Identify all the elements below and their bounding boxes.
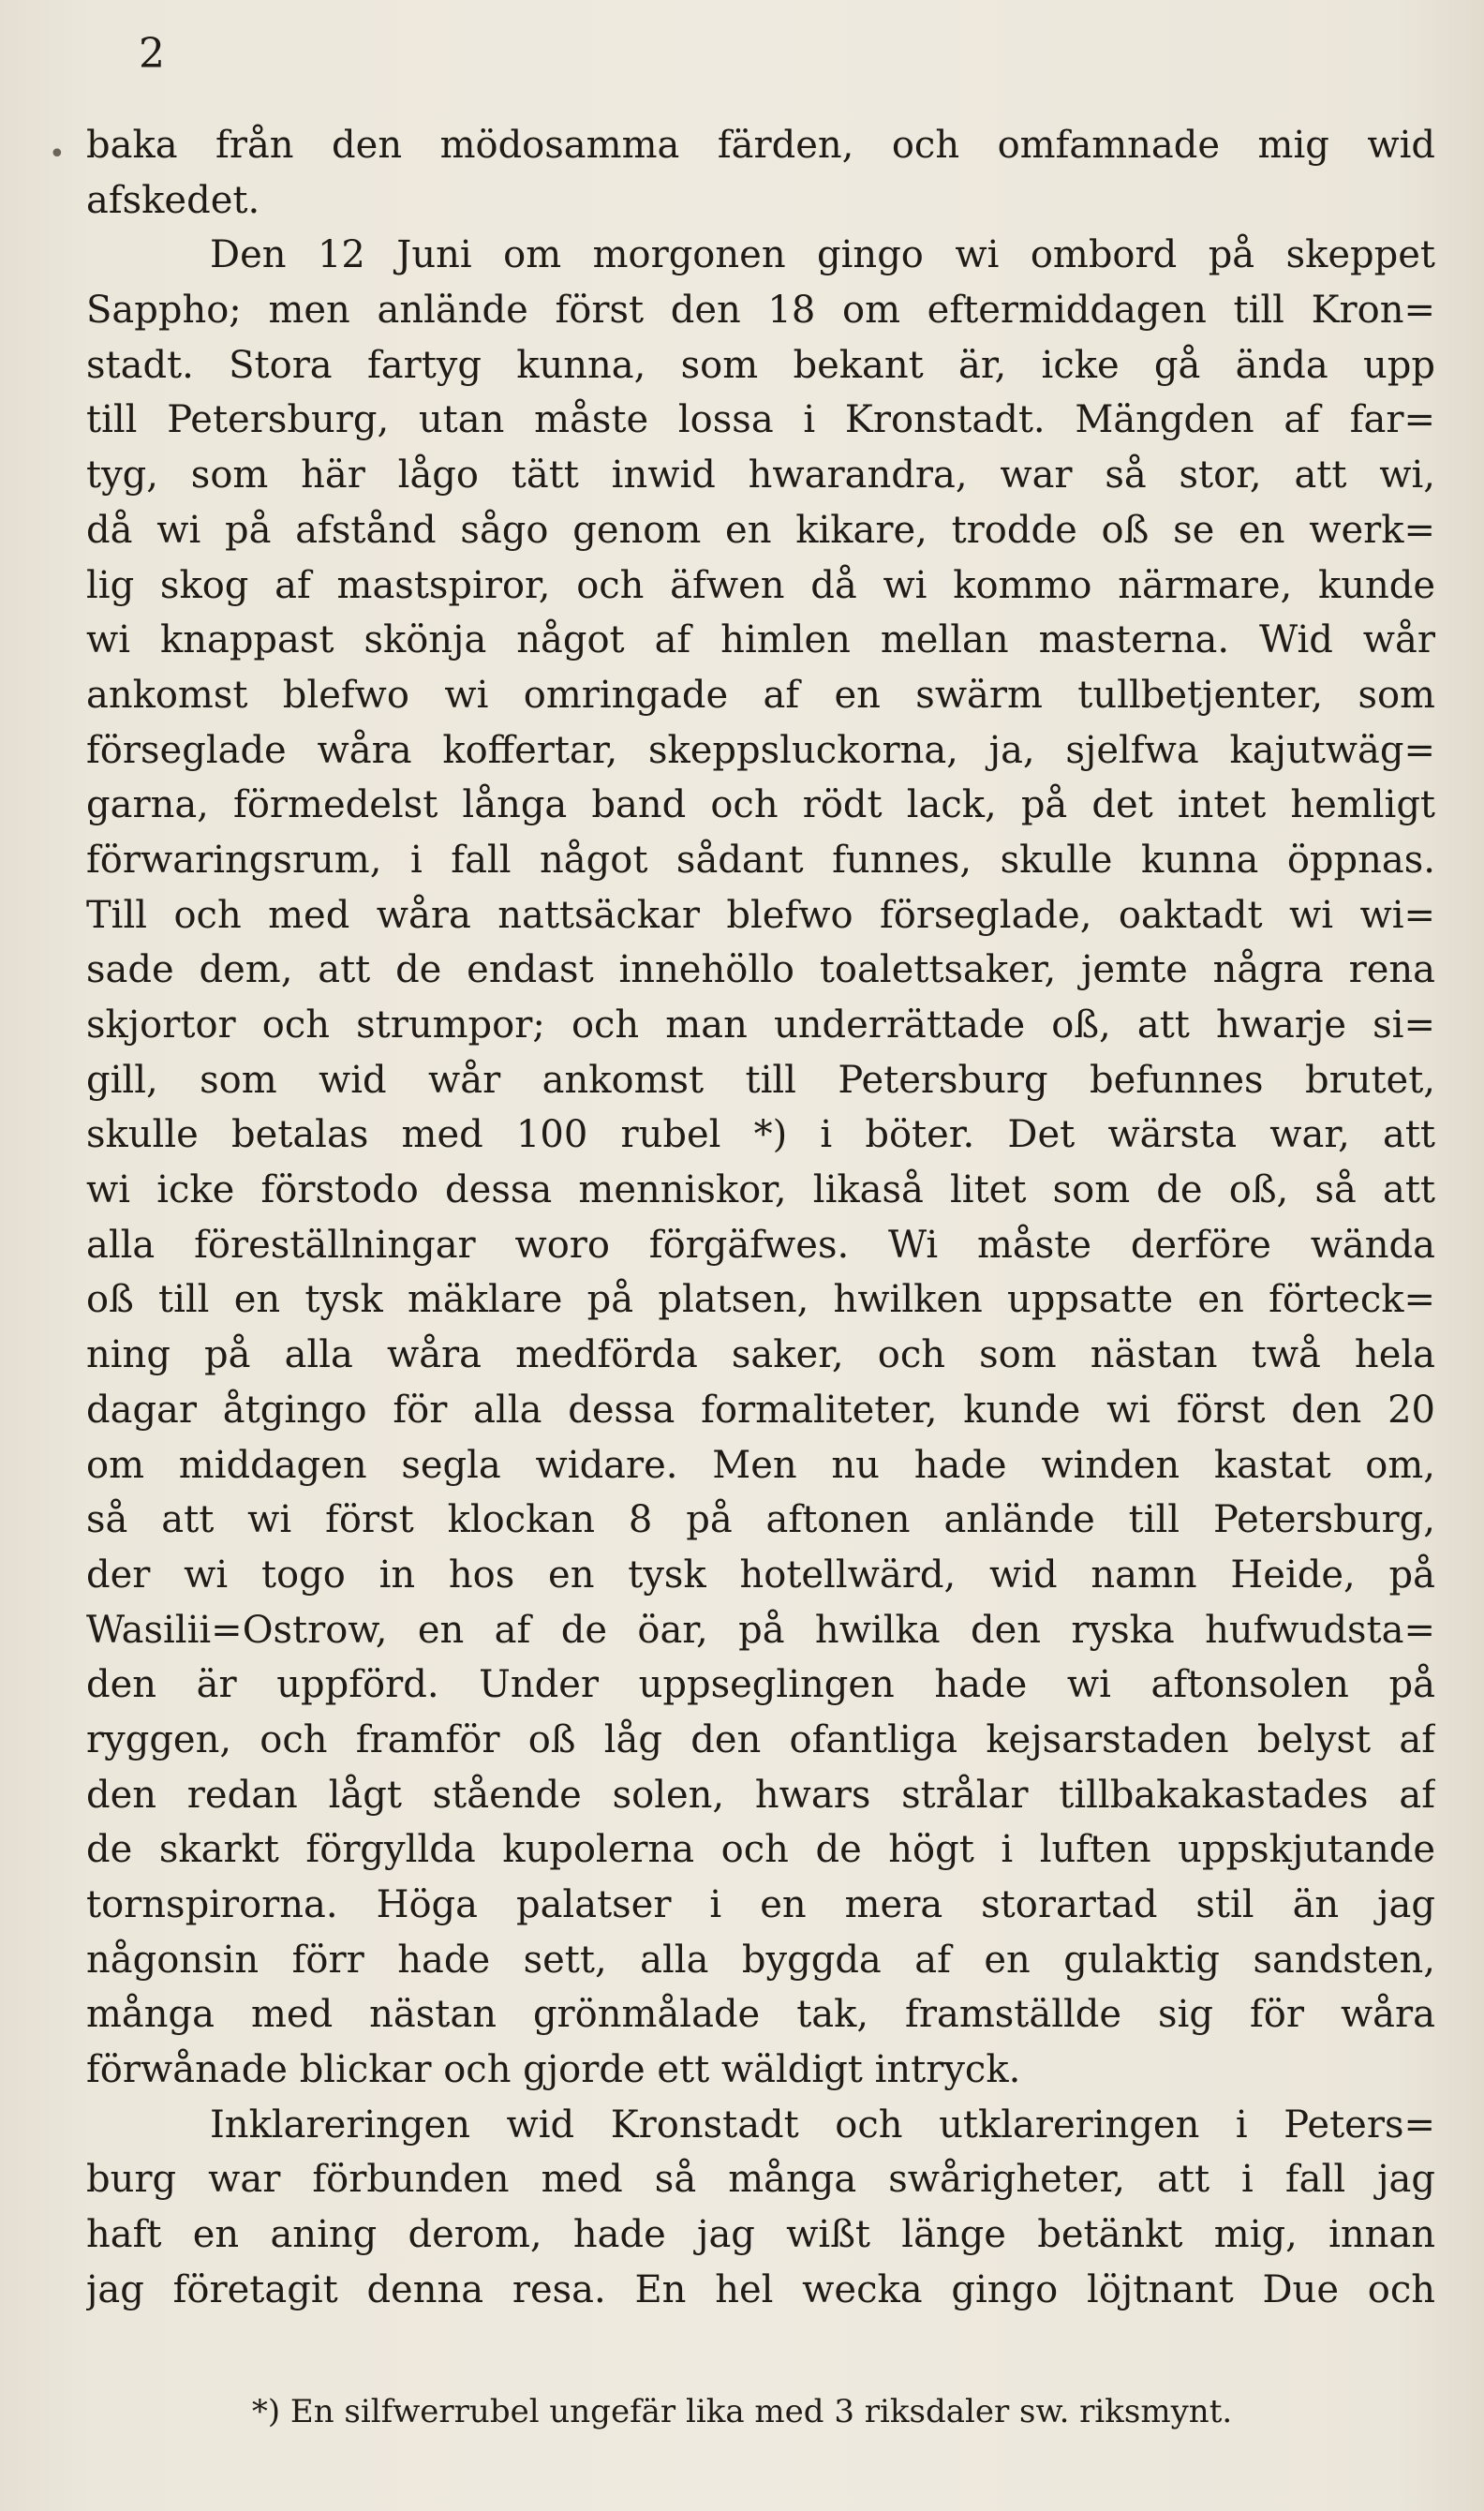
footnote: *) En silfwerrubel ungefär lika med 3 riksdaler sw. riksmynt.	[251, 2393, 1233, 2430]
text-line: Sappho; men anlände först den 18 om eftermiddagen till Kron=	[86, 289, 1435, 333]
text-line: förwaringsrum, i fall något sådant funnes, skulle kunna öppnas.	[86, 838, 1435, 882]
text-line: den är uppförd. Under uppseglingen hade wi aftonsolen på	[86, 1663, 1435, 1707]
text-line: Den 12 Juni om morgonen gingo wi ombord på skeppet	[210, 233, 1435, 277]
text-line: många med nästan grönmålade tak, framställde sig för wåra	[86, 1993, 1435, 2037]
text-line: haft en aning derom, hade jag wißt länge betänkt mig, innan	[86, 2213, 1435, 2257]
text-line: om middagen segla widare. Men nu hade winden kastat om,	[86, 1443, 1435, 1487]
text-line: wi icke förstodo dessa menniskor, likaså litet som de oß, så att	[86, 1168, 1435, 1212]
text-line: så att wi först klockan 8 på aftonen anlände till Petersburg,	[86, 1498, 1435, 1542]
text-line: wi knappast skönja något af himlen mellan masterna. Wid wår	[86, 618, 1435, 662]
text-line: tyg, som här lågo tätt inwid hwarandra, war så stor, att wi,	[86, 453, 1435, 498]
text-line: ankomst blefwo wi omringade af en swärm tullbetjenter, som	[86, 673, 1435, 717]
text-line: garna, förmedelst långa band och rödt lack, på det intet hemligt	[86, 783, 1435, 827]
text-line: ryggen, och framför oß låg den ofantliga kejsarstaden belyst af	[86, 1717, 1435, 1761]
text-line: de skarkt förgyllda kupolerna och de högt i luften uppskjutande	[86, 1828, 1435, 1872]
text-line: alla föreställningar woro förgäfwes. Wi måste derföre wända	[86, 1223, 1435, 1267]
margin-mark: •	[49, 138, 66, 171]
text-line: burg war förbunden med så många swårigheter, att i fall jag	[86, 2158, 1435, 2202]
text-line: då wi på afstånd sågo genom en kikare, trodde oß se en werk=	[86, 508, 1435, 552]
text-line: skjortor och strumpor; och man underrättade oß, att hwarje si=	[86, 1003, 1435, 1047]
text-line: förseglade wåra koffertar, skeppsluckorna, ja, sjelfwa kajutwäg=	[86, 728, 1435, 772]
text-line: till Petersburg, utan måste lossa i Kronstadt. Mängden af far=	[86, 398, 1435, 442]
text-line: dagar åtgingo för alla dessa formaliteter, kunde wi först den 20	[86, 1388, 1435, 1432]
text-line: Wasilii=Ostrow, en af de öar, på hwilka den ryska hufwudsta=	[86, 1608, 1435, 1652]
text-line: baka från den mödosamma färden, och omfamnade mig wid	[86, 124, 1435, 167]
text-line: oß till en tysk mäklare på platsen, hwilken uppsatte en förteck=	[86, 1278, 1435, 1322]
text-line: lig skog af mastspiror, och äfwen då wi kommo närmare, kunde	[86, 563, 1435, 607]
text-line: stadt. Stora fartyg kunna, som bekant är, icke gå ända upp	[86, 343, 1435, 387]
text-line: skulle betalas med 100 rubel *) i böter. Det wärsta war, att	[86, 1113, 1435, 1157]
text-line: Till och med wåra nattsäckar blefwo förseglade, oaktadt wi wi=	[86, 893, 1435, 937]
body-text	[86, 118, 1435, 2318]
text-line: Inklareringen wid Kronstadt och utklareringen i Peters=	[210, 2102, 1435, 2147]
text-line: afskedet.	[86, 178, 260, 222]
page-number: 2	[139, 30, 165, 78]
text-line: sade dem, att de endast innehöllo toalettsaker, jemte några rena	[86, 948, 1435, 992]
text-line: der wi togo in hos en tysk hotellwärd, wid namn Heide, på	[86, 1553, 1435, 1597]
text-line: den redan lågt stående solen, hwars strålar tillbakakastades af	[86, 1773, 1435, 1817]
text-line: gill, som wid wår ankomst till Petersburg befunnes brutet,	[86, 1058, 1435, 1102]
text-line: jag företagit denna resa. En hel wecka gingo löjtnant Due och	[86, 2267, 1435, 2311]
text-line: förwånade blickar och gjorde ett wäldigt intryck.	[86, 2048, 1021, 2092]
text-line: någonsin förr hade sett, alla byggda af en gulaktig sandsten,	[86, 1938, 1435, 1982]
text-line: tornspirorna. Höga palatser i en mera storartad stil än jag	[86, 1883, 1435, 1926]
text-line: ning på alla wåra medförda saker, och som nästan twå hela	[86, 1333, 1435, 1377]
